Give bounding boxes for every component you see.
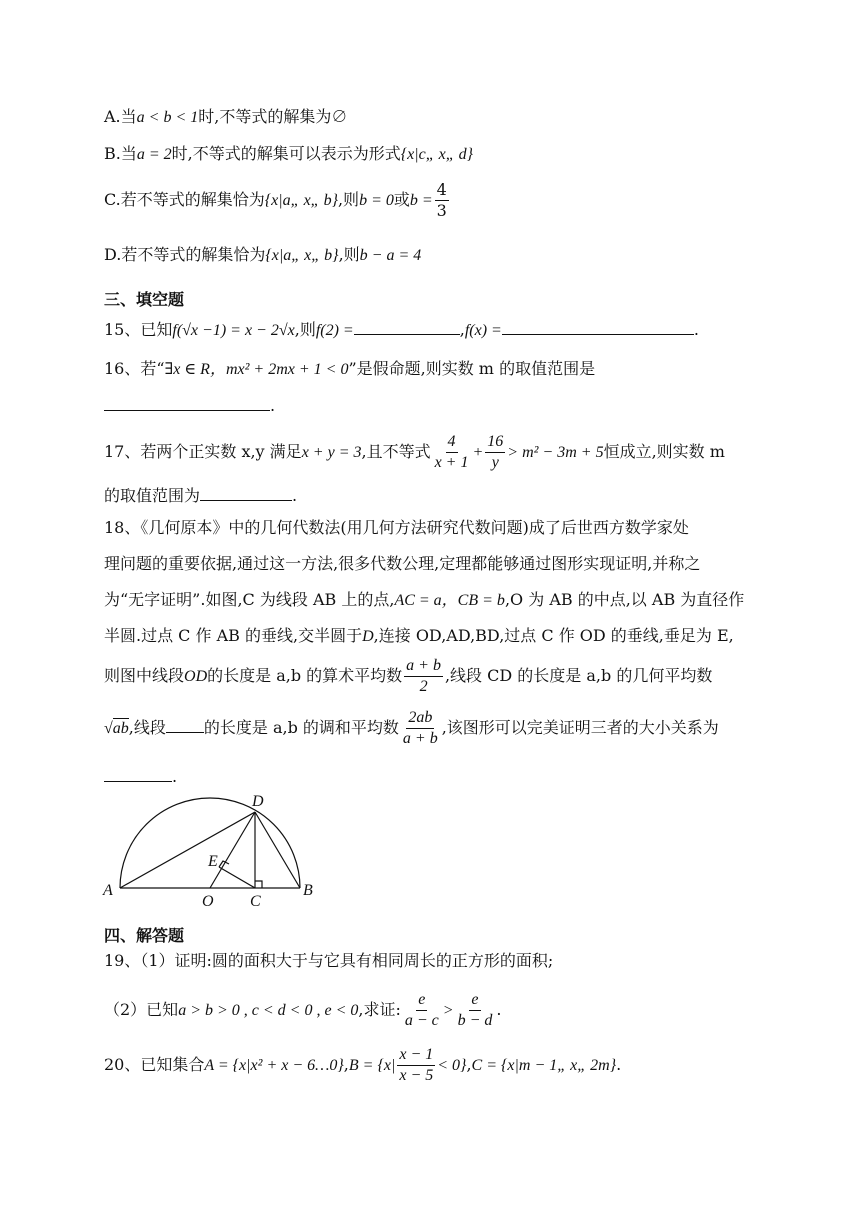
question-15: [104, 318, 760, 342]
q18-line-4: [104, 625, 760, 648]
q18-l5a: 则图中线段: [104, 666, 185, 685]
option-c-set: {x|a„ x„ b}: [264, 192, 338, 209]
q15-answer-blank-1[interactable]: [354, 318, 460, 335]
option-c-mid: ,则: [337, 190, 360, 209]
q15-mid: ,则: [294, 320, 316, 339]
q17-label: 17、若两个正实数 x,y 满足: [104, 442, 302, 461]
option-c-frac-den: 3: [436, 201, 447, 220]
q20-sep1: ,: [343, 1055, 349, 1074]
q18-l5b: 的长度是 a,b 的算术平均数: [207, 666, 403, 685]
question-17-line-2: [104, 484, 760, 507]
q15-label: 15、已知: [104, 320, 173, 339]
option-a-label: A.当: [104, 107, 137, 126]
q18-f2-den: a + b: [402, 730, 438, 747]
q18-l5-math: OD: [184, 668, 208, 685]
q19-f1-num: e: [416, 990, 427, 1011]
q20-set-a: A = {x|x² + x − 6…0}: [204, 1057, 344, 1074]
option-a: [104, 106, 760, 129]
q20-label: 20、已知集合: [104, 1055, 205, 1074]
q18-fraction-harm: [401, 708, 440, 749]
q18-l3-math: AC = a，CB = b: [394, 592, 505, 609]
q19-l2b: ,求证:: [358, 1000, 401, 1019]
q17-fraction-1: [433, 432, 471, 473]
q18-line-3: [104, 589, 760, 612]
q18-line-1: 18、《几何原本》中的几何代数法(用几何方法研究代数问题)成了后世西方数学家处: [104, 518, 689, 537]
label-D: D: [252, 793, 264, 810]
label-A: A: [103, 882, 113, 899]
question-17: [104, 432, 760, 473]
q20-f-num: x − 1: [397, 1045, 435, 1066]
question-16-answer-line: [104, 394, 760, 417]
q17-answer-blank[interactable]: [200, 484, 292, 501]
q18-l3b: ,O 为 AB 的中点,以 AB 为直径作: [504, 590, 745, 609]
q18-fraction-arith: [404, 656, 443, 697]
q17-f1-num: 4: [446, 432, 458, 453]
q17-math: x + y = 3: [301, 444, 362, 461]
q17-line2: 的取值范围为: [104, 486, 201, 505]
label-O: O: [202, 893, 214, 910]
q18-l5c: ,线段 CD 的长度是 a,b 的几何平均数: [444, 666, 713, 685]
q19-end: .: [496, 1000, 502, 1019]
q15-fx: f(x) =: [464, 322, 502, 339]
segment-BD: [255, 812, 300, 888]
label-E: E: [208, 853, 218, 870]
q18-line-6: √ab,线段 的长度是 a,b 的调和平均数 $\frac{2ab}{a + b}$ ,该图形可以完美证明三者的大小关系为: [104, 709, 719, 747]
option-d-label: D.若不等式的解集恰为: [104, 245, 266, 264]
option-c-math2: b =: [409, 192, 433, 209]
q18-l4b: ,连接 OD,AD,BD,过点 C 作 OD 的垂线,垂足为 E,: [373, 626, 734, 645]
q15-math: f(√x −1) = x − 2√x: [172, 322, 295, 339]
q19-fraction-2: [456, 990, 495, 1031]
q18-line-7: [104, 765, 760, 788]
q20-fraction: [397, 1045, 435, 1086]
option-c-frac-num: 4: [436, 180, 447, 199]
option-d-set: {x|a„ x„ b}: [265, 247, 339, 264]
option-a-tail: 时,不等式的解集为∅: [198, 107, 348, 126]
right-angle-C: [255, 881, 262, 888]
option-d: [104, 244, 760, 267]
q16-tail: ”是假命题,则实数 m 的取值范围是: [348, 359, 596, 378]
q17-mid: ,且不等式: [361, 442, 431, 461]
q19-l2a: （2）已知: [104, 1000, 179, 1019]
q19-gt: >: [442, 1002, 454, 1019]
q19-math: a > b > 0 , c < d < 0 , e < 0: [178, 1002, 359, 1019]
q20-end: .: [616, 1055, 622, 1074]
option-c-math1: b = 0: [359, 192, 394, 209]
q18-l3a: 为“无字证明”.如图,C 为线段 AB 上的点,: [104, 590, 395, 609]
q18-l6c: ,该图形可以完美证明三者的大小关系为: [441, 718, 719, 737]
label-C: C: [250, 893, 261, 910]
segment-OD: [210, 812, 255, 888]
q18-line-2: 理问题的重要依据,通过这一方法,很多代数公理,定理都能够通过图形实现证明,并称之: [104, 554, 701, 573]
option-c-label: C.若不等式的解集恰为: [104, 190, 265, 209]
section-heading-answer: 四、解答题: [104, 926, 185, 945]
q20-set-b-post: < 0}: [437, 1057, 467, 1074]
q18-end: .: [172, 767, 178, 786]
q17-f2-num: 16: [485, 432, 505, 453]
option-d-mid: ,则: [338, 245, 360, 264]
q18-answer-blank-2[interactable]: [104, 765, 172, 782]
q19-f1-den: a − c: [404, 1012, 439, 1029]
q16-end: .: [270, 396, 276, 415]
question-20: [104, 1045, 760, 1086]
q18-f1-num: a + b: [404, 656, 443, 677]
q17-plus: +: [472, 444, 484, 461]
q17-rhs: > m² − 3m + 5: [507, 444, 604, 461]
q19-f2-num: e: [469, 990, 480, 1011]
q15-sep: ,: [459, 320, 465, 339]
q16-label: 16、若“: [104, 359, 165, 378]
option-b-set: {x|c„ x„ d}: [400, 146, 474, 163]
option-b-math: a = 2: [136, 146, 172, 163]
q18-l4a: 半圆.过点 C 作 AB 的垂线,交半圆于: [104, 626, 363, 645]
section-heading-fill-in: 三、填空题: [104, 290, 185, 309]
q18-sqrt-ab: ab: [112, 720, 129, 737]
q15-answer-blank-2[interactable]: [502, 318, 694, 335]
q20-set-b-pre: B = {x|: [348, 1057, 396, 1074]
q18-l6b: 的长度是 a,b 的调和平均数: [203, 718, 399, 737]
q18-line-5: [104, 656, 760, 697]
q15-f2: f(2) =: [315, 322, 354, 339]
q17-f2-den: y: [491, 454, 499, 471]
label-B: B: [303, 882, 313, 899]
q19-line-1: 19、（1）证明:圆的面积大于与它具有相同周长的正方形的面积;: [104, 951, 554, 970]
segment-CE: [219, 867, 255, 888]
question-16: [104, 358, 760, 381]
q17-tail: 恒成立,则实数 m: [603, 442, 725, 461]
q20-set-c: C = {x|m − 1„ x„ 2m}: [471, 1057, 617, 1074]
option-b-label: B.当: [104, 144, 137, 163]
option-c-fraction: [435, 180, 449, 221]
q18-f1-den: 2: [419, 678, 428, 695]
q17-end: .: [292, 486, 298, 505]
option-c: [104, 180, 760, 221]
q18-l6a: ,线段: [128, 718, 166, 737]
q18-l4-math: D: [362, 628, 374, 645]
q19-f2-den: b − d: [457, 1012, 493, 1029]
geometry-figure: [100, 792, 330, 912]
q17-fraction-2: [485, 432, 505, 473]
option-b: [104, 143, 760, 166]
q17-f1-den: x + 1: [434, 454, 469, 471]
q18-f2-num: 2ab: [406, 708, 434, 729]
option-c-or: 或: [393, 190, 410, 209]
q15-end: .: [693, 320, 699, 339]
q16-answer-blank[interactable]: [104, 394, 270, 411]
q20-sep2: ,: [466, 1055, 472, 1074]
q18-answer-blank-1[interactable]: [166, 716, 204, 733]
q16-math: ∃x ∈ R，mx² + 2mx + 1 < 0: [164, 361, 349, 378]
q20-f-den: x − 5: [399, 1067, 434, 1084]
option-b-mid: 时,不等式的解集可以表示为形式: [171, 144, 401, 163]
q19-line-2: [104, 990, 760, 1031]
option-a-math: a < b < 1: [136, 109, 199, 126]
q19-fraction-1: [403, 990, 441, 1031]
option-d-math: b − a = 4: [359, 247, 422, 264]
